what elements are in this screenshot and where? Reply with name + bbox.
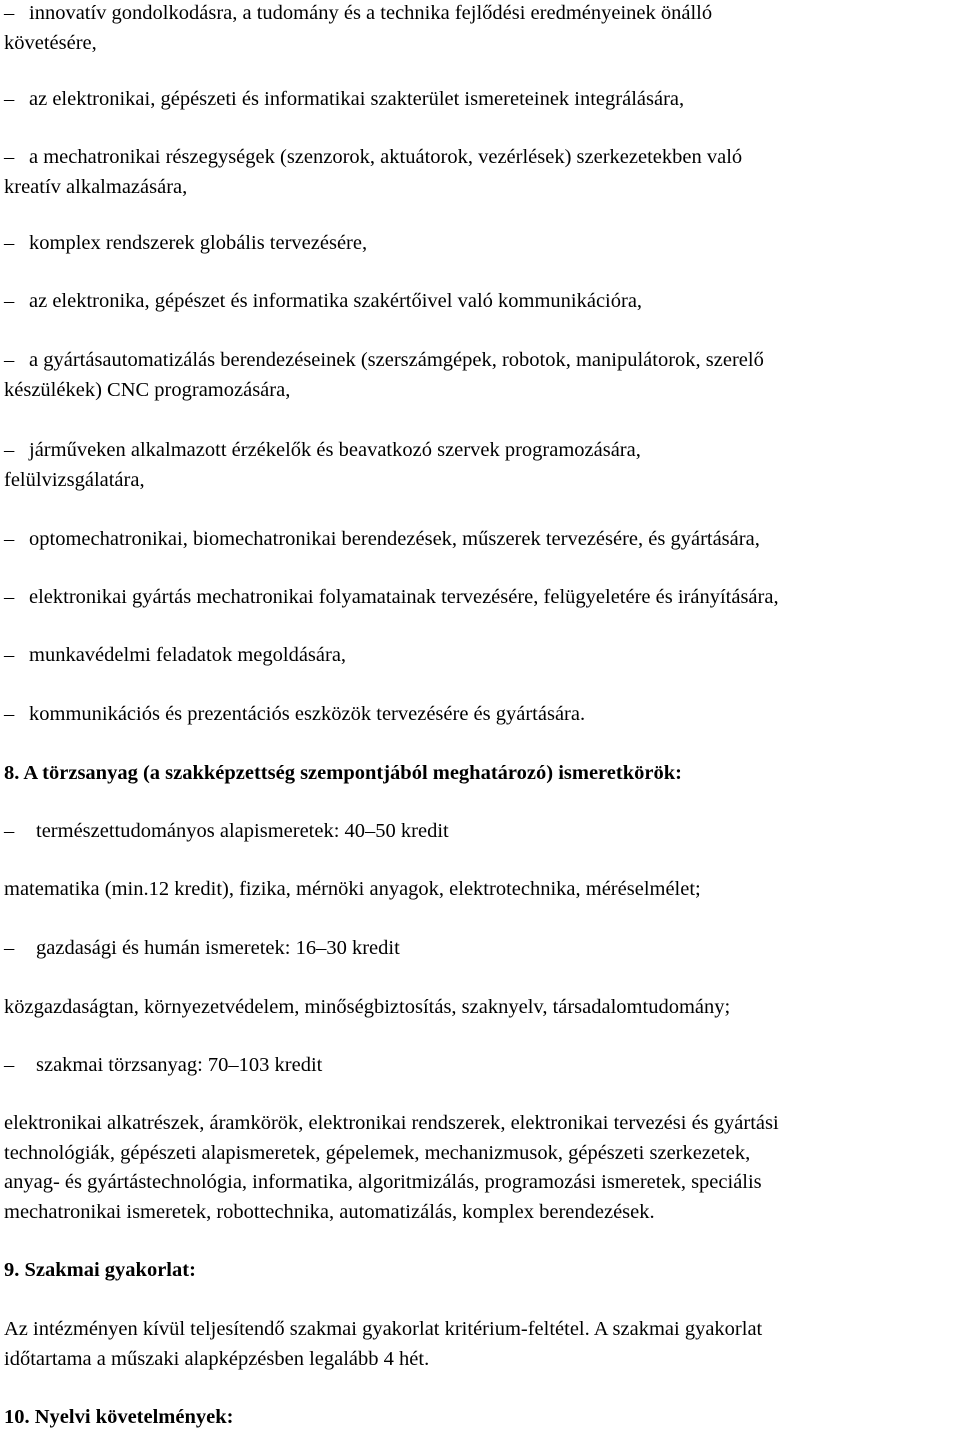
dash-bullet: – bbox=[4, 2, 15, 24]
knowledge-group-content: közgazdaságtan, környezetvédelem, minőségbiztosítás, szaknyelv, társadalomtudomány; bbox=[4, 996, 731, 1018]
dash-bullet: – bbox=[4, 349, 15, 371]
list-item: – komplex rendszerek globális tervezésére, bbox=[4, 229, 958, 259]
dash-bullet: – bbox=[4, 937, 15, 959]
dash-bullet: – bbox=[4, 146, 15, 168]
dash-bullet: – bbox=[4, 88, 15, 110]
list-item: – járműveken alkalmazott érzékelők és beavatkozó szervek programozására, felülvizsgálatára, bbox=[4, 436, 958, 495]
dash-bullet: – bbox=[4, 644, 15, 666]
section-9-paragraph: Az intézményen kívül teljesítendő szakmai gyakorlat kritérium-feltétel. A szakmai gyakorlat időtartama a műszaki alapképzésben legalább 4 hét. bbox=[4, 1318, 763, 1370]
dash-bullet: – bbox=[4, 703, 15, 725]
list-item: – kommunikációs és prezentációs eszközök tervezésére és gyártására. bbox=[4, 700, 958, 730]
dash-bullet: – bbox=[4, 1054, 15, 1076]
knowledge-group-title: – természettudományos alapismeretek: 40–50 kredit bbox=[4, 817, 958, 847]
section-8-heading: 8. A törzsanyag (a szakképzettség szempontjából meghatározó) ismeretkörök: bbox=[4, 762, 682, 784]
knowledge-group-title: – gazdasági és humán ismeretek: 16–30 kredit bbox=[4, 934, 958, 964]
dash-bullet: – bbox=[4, 232, 15, 254]
list-item: – az elektronika, gépészet és informatika szakértőivel való kommunikációra, bbox=[4, 287, 958, 317]
knowledge-group-title: – szakmai törzsanyag: 70–103 kredit bbox=[4, 1051, 958, 1081]
list-item: – a mechatronikai részegységek (szenzorok, aktuátorok, vezérlések) szerkezetekben való kreatív alkalmazására, bbox=[4, 143, 958, 202]
dash-bullet: – bbox=[4, 528, 15, 550]
list-item: – az elektronikai, gépészeti és informatikai szakterület ismereteinek integrálására, bbox=[4, 85, 958, 115]
list-item: – elektronikai gyártás mechatronikai folyamatainak tervezésére, felügyeletére és irányítására, bbox=[4, 583, 958, 613]
list-item: – munkavédelmi feladatok megoldására, bbox=[4, 641, 958, 671]
dash-bullet: – bbox=[4, 290, 15, 312]
list-item: – a gyártásautomatizálás berendezéseinek (szerszámgépek, robotok, manipulátorok, szerelő készülékek) CNC programozására, bbox=[4, 346, 958, 405]
list-item: – innovatív gondolkodásra, a tudomány és a technika fejlődési eredményeinek önálló követésére, bbox=[4, 0, 958, 58]
list-item: – optomechatronikai, biomechatronikai berendezések, műszerek tervezésére, és gyártására, bbox=[4, 525, 958, 555]
knowledge-group-content: elektronikai alkatrészek, áramkörök, elektronikai rendszerek, elektronikai tervezési és gyártási technológiák, gépészeti alapismeretek, gépelemek, mechanizmusok, gépészeti szerkezetek, anyag- és gyártástechnológia, informatika, algoritmizálás, programozási ismeretek, speciális mechatronikai ismeretek, robottechnika, automatizálás, komplex berendezések. bbox=[4, 1112, 779, 1223]
knowledge-group-content: matematika (min.12 kredit), fizika, mérnöki anyagok, elektrotechnika, méréselmélet; bbox=[4, 878, 701, 900]
dash-bullet: – bbox=[4, 439, 15, 461]
section-10-heading: 10. Nyelvi követelmények: bbox=[4, 1406, 234, 1428]
dash-bullet: – bbox=[4, 820, 15, 842]
dash-bullet: – bbox=[4, 586, 15, 608]
section-9-heading: 9. Szakmai gyakorlat: bbox=[4, 1259, 196, 1281]
